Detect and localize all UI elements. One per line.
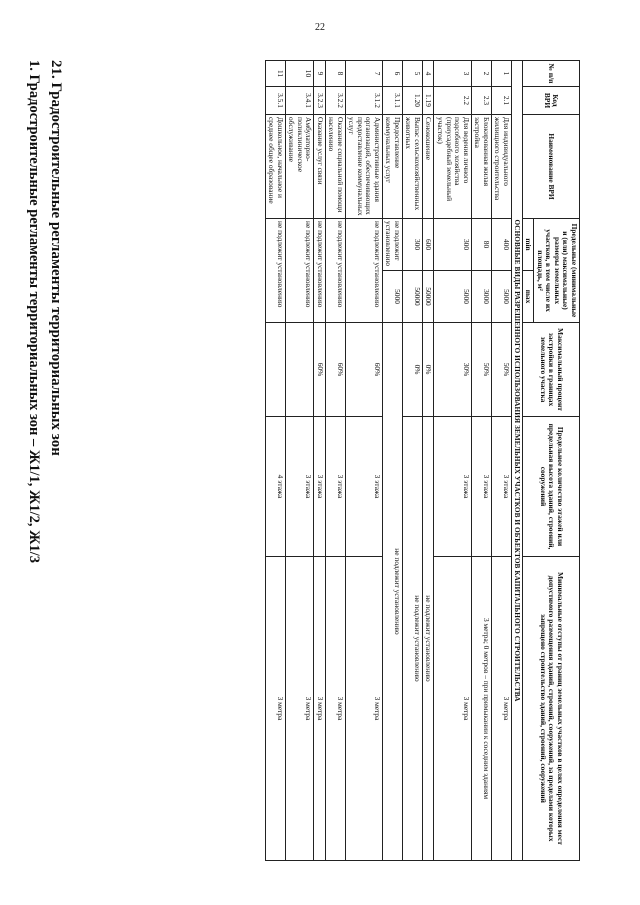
- table-row: [422, 61, 434, 861]
- cell-setback: 3 метра: [314, 557, 326, 861]
- cell-percent: 60%: [325, 323, 345, 417]
- page-number: 22: [315, 22, 325, 33]
- table-row: [491, 61, 511, 861]
- cell-code: 2.2: [434, 87, 471, 115]
- section-title: ОСНОВНЫЕ ВИДЫ РАЗРЕШЕННОГО ИСПОЛЬЗОВАНИЯ ЗЕМЕЛЬНЫХ УЧАСТКОВ И ОБЪЕКТОВ КАПИТАЛЬНОГО СТРОИТЕЛЬСТВА: [511, 61, 522, 861]
- section-heading: 21. Градостроительные регламенты территориальных зон: [48, 60, 64, 456]
- subsection-heading: 1. Градостроительные регламенты территориальных зон – Ж1/1, Ж1/2, Ж1/3: [26, 60, 42, 563]
- cell-floors: 3 этажа: [434, 417, 471, 557]
- cell-floors: 3 этажа: [345, 417, 382, 557]
- header-setback: Минимальные отступы от границ земельных участков в целях определения мест допустимого размещения зданий, строений, сооружений, за пределами которых запрещено строительство зданий, строений, сооружений: [522, 557, 579, 861]
- cell-percent: [265, 323, 285, 417]
- cell-num: 6: [382, 61, 402, 87]
- cell-min: 600: [422, 219, 434, 271]
- cell-min: 400: [491, 219, 511, 271]
- cell-num: 10: [285, 61, 314, 87]
- cell-name: Оказание социальной помощи населению: [325, 115, 345, 219]
- cell-max: 50000: [422, 271, 434, 323]
- cell-percent: 0%: [422, 323, 434, 417]
- cell-percent: 30%: [434, 323, 471, 417]
- table-row: [434, 61, 471, 861]
- header-name: Наименование ВРИ: [522, 115, 579, 219]
- header-floors: Предельное количество этажей или предельная высота зданий, строений, сооружений: [522, 417, 579, 557]
- cell-min: не подлежит установлению: [382, 219, 402, 271]
- table-row: [402, 61, 422, 861]
- cell-max: 3000: [471, 271, 491, 323]
- cell-floors: 3 этажа: [491, 417, 511, 557]
- cell-code: 3.4.1: [285, 87, 314, 115]
- cell-code: 1.19: [422, 87, 434, 115]
- table-row: [325, 61, 345, 861]
- cell-num: 4: [422, 61, 434, 87]
- cell-setback: 3 метра: [325, 557, 345, 861]
- cell-percent: 50%: [471, 323, 491, 417]
- cell-floors: 3 этажа: [314, 417, 326, 557]
- header-size: Предельные (минимальные и (или) максимальные) размеры земельных участков, в том числе их площадь, м²: [534, 219, 580, 323]
- cell-code: 1.20: [402, 87, 422, 115]
- cell-floors: 4 этажа: [265, 417, 285, 557]
- cell-percent: 60%: [314, 323, 326, 417]
- cell-num: 8: [325, 61, 345, 87]
- cell-size-not-set: не подлежит установлению: [265, 219, 285, 323]
- cell-floors: 3 этажа: [285, 417, 314, 557]
- cell-setback: 3 метра: [345, 557, 382, 861]
- cell-code: 3.5.1: [265, 87, 285, 115]
- table-row: [471, 61, 491, 861]
- table-row: [285, 61, 314, 861]
- cell-percent: 0%: [402, 323, 422, 417]
- cell-setback: 3 метра: [491, 557, 511, 861]
- cell-size-not-set: не подлежит установлению: [285, 219, 314, 323]
- cell-min: 300: [402, 219, 422, 271]
- cell-name: Амбулаторно-поликлиническое обслуживание: [285, 115, 314, 219]
- cell-num: 3: [434, 61, 471, 87]
- section-row: [511, 61, 522, 861]
- cell-code: 2.1: [491, 87, 511, 115]
- cell-code: 3.2.3: [314, 87, 326, 115]
- cell-num: 5: [402, 61, 422, 87]
- cell-name: Блокированная жилая застройка: [471, 115, 491, 219]
- cell-max: 50000: [402, 271, 422, 323]
- cell-percent: 50%: [491, 323, 511, 417]
- cell-min: 80: [471, 219, 491, 271]
- header-row-1: [534, 61, 580, 861]
- cell-name: Сенокошение: [422, 115, 434, 219]
- header-num: № п/п: [522, 61, 579, 87]
- cell-name: Административные здания организаций, обеспечивающих предоставление коммунальных услуг: [345, 115, 382, 219]
- cell-name: Для индивидуального жилищного строительства: [491, 115, 511, 219]
- cell-not-set: не подлежит установлению: [402, 417, 422, 861]
- cell-num: 2: [471, 61, 491, 87]
- cell-code: 3.1.1: [382, 87, 402, 115]
- cell-size-not-set: не подлежит установлению: [325, 219, 345, 323]
- cell-num: 11: [265, 61, 285, 87]
- cell-setback: 3 метра: [434, 557, 471, 861]
- header-percent: Максимальный процент застройки в границах земельного участка: [522, 323, 579, 417]
- table-row: [382, 61, 402, 861]
- cell-floors: 3 этажа: [325, 417, 345, 557]
- cell-size-not-set: не подлежит установлению: [314, 219, 326, 323]
- cell-name: Для ведения личного подсобного хозяйства (приусадебный земельный участок): [434, 115, 471, 219]
- cell-max: 5000: [382, 271, 402, 323]
- cell-percent: [285, 323, 314, 417]
- cell-setback: 3 метра; 0 метров – при примыкании к соседним зданиям: [471, 557, 491, 861]
- cell-percent: 60%: [345, 323, 382, 417]
- header-min: min: [522, 219, 534, 271]
- header-max: max: [522, 271, 534, 323]
- cell-code: 2.3: [471, 87, 491, 115]
- cell-name: Предоставление коммунальных услуг: [382, 115, 402, 219]
- cell-not-set: не подлежит установлению: [382, 323, 402, 861]
- cell-num: 7: [345, 61, 382, 87]
- table-row: [314, 61, 326, 861]
- header-code: Код ВРИ: [522, 87, 579, 115]
- regulations-table: [265, 60, 580, 861]
- cell-name: Выпас сельскохозяйственных животных: [402, 115, 422, 219]
- cell-num: 1: [491, 61, 511, 87]
- table-row: [265, 61, 285, 861]
- cell-code: 3.1.2: [345, 87, 382, 115]
- cell-max: 5000: [491, 271, 511, 323]
- cell-setback: 3 метра: [265, 557, 285, 861]
- cell-setback: 3 метра: [285, 557, 314, 861]
- table-row: [345, 61, 382, 861]
- cell-name: Дошкольное, начальное и среднее общее образование: [265, 115, 285, 219]
- cell-code: 3.2.2: [325, 87, 345, 115]
- cell-num: 9: [314, 61, 326, 87]
- cell-name: Оказание услуг связи: [314, 115, 326, 219]
- cell-max: 5000: [434, 271, 471, 323]
- cell-size-not-set: не подлежит установлению: [345, 219, 382, 323]
- cell-not-set: не подлежит установлению: [422, 417, 434, 861]
- cell-min: 300: [434, 219, 471, 271]
- cell-floors: 3 этажа: [471, 417, 491, 557]
